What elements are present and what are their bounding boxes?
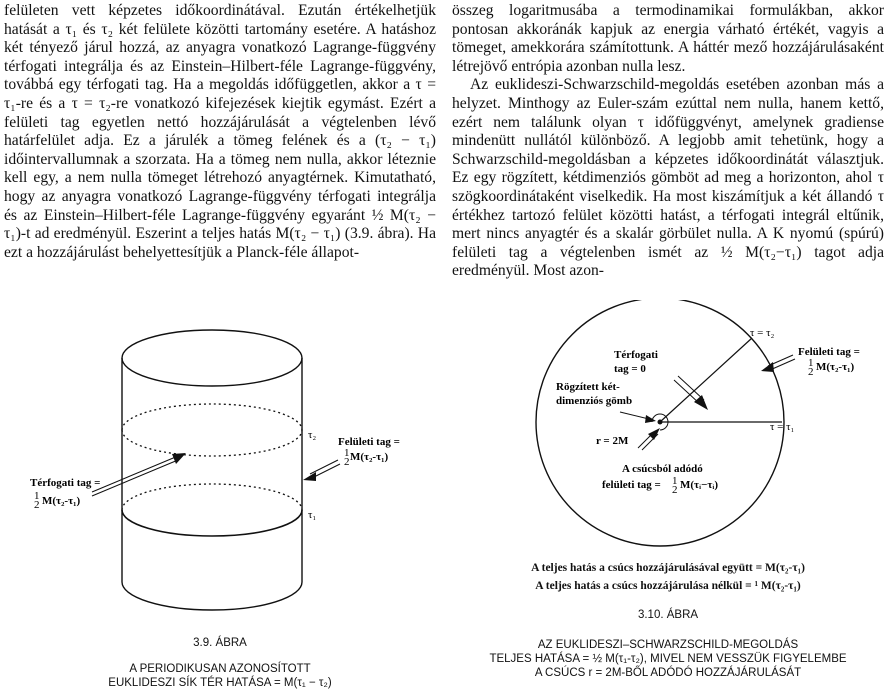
left-paragraph: felületen vett képzetes időkoordinátával. Ezután értékelhetjük hatását a τ₁ és τ₂ két felülete közötti tartomány esetére. A hatáshoz két tényező járul hozzá, az anyagra vonatkozó Lagrange-függvény térfogati integrálja és az Einstein–Hilbert-féle Lagrange-függvény, továbbá egy térfogati tag. Ha a megoldás időfüggetlen, akkor a τ = τ₁-re és a τ = τ₂-re vonatkozó kifejezések kiejtik egymást. Ezért a felületi tag egyetlen nettó hozzájárulását a végtelenben lévő határfelület adja. Ez a járulék a tömeg felének és a (τ₂ − τ₁) időintervallumnak a szorzata. Ha a tömeg nem nulla, akkor léteznie kell egy, a nem nulla tömeget létrehozó anyagtérnek. Kimutatható, hogy az anyagra vonatkozó Lagrange-függvény térfogati integrálja és az Einstein–Hilbert-féle Lagrange-függvény egyaránt ½ M(τ₂ − τ₁)-t ad eredményül. Eszerint a teljes hatás M(τ₂ − τ₁) (3.9. ábra). Ha ezt a hozzájárulást behelyettesítjük a Planck-féle állapot-	[4, 2, 436, 261]
volume-half-num: 1	[34, 490, 40, 502]
cylinder-top-ellipse	[122, 330, 302, 386]
figure-3-9	[0, 320, 440, 700]
right-paragraph-2: Az euklideszi-Schwarzschild-megoldás esetében azonban más a helyzet. Minthogy az Euler-szám ezúttal nem nulla, hanem kettő, ezért nem találunk olyan τ időfüggvényt, amelynek gradiense mindenütt nullától különböző. A legjobb amit tehetünk, hogy a Schwarzschild-megoldásban a képzetes időkoordinátát választjuk. Ez egy rögzített, kétdimenziós gömböt ad meg a horizonton, ahol τ szögkoordinátaként viselkedik. Ha most kiszámítjuk a két állandó τ értékhez tartozó felület közötti hatást, a térfogati integrál eltűnik, mert nincs anyagtér és a skalár görbület nulla. A K nyomú (spúrú) felületi tag a végtelenben ismét az ½ M(τ₂−τ₁) tagot adja eredményül. Most azon-	[452, 76, 884, 280]
cusp-expr: M(τᵢ−τᵢ)	[680, 479, 719, 491]
tau-eq-tau2-label: τ = τ₂	[750, 327, 775, 339]
cylinder-diagram	[0, 320, 440, 640]
fig39-caption-number: 3.9. ÁBRA	[193, 637, 247, 649]
fig310-caption-line3: A CSÚCS r = 2M-BŐL ADÓDÓ HOZZÁJÁRULÁSÁT	[534, 667, 802, 679]
fixed-sphere-line1: Rögzített két-	[556, 381, 620, 393]
fig39-caption-line2: EUKLIDESZI SÍK TÉR HATÁSA = M(τ₁ − τ₂)	[108, 677, 332, 689]
volume-term-line1: Térfogati	[614, 349, 658, 361]
volume-term-line1: Térfogati tag =	[30, 477, 101, 489]
fig310-caption-line1: AZ EUKLIDESZI–SCHWARZSCHILD-MEGOLDÁS	[537, 639, 799, 651]
fig310-caption-number: 3.10. ÁBRA	[637, 609, 699, 621]
surface-arrow-head	[303, 472, 316, 481]
volume-arrow-line	[92, 456, 178, 492]
volume-term-line2: tag = 0	[614, 363, 646, 375]
tau1-surface-front	[122, 510, 302, 536]
fig310-caption-line2: TELJES HATÁSA = ½ M(τ₁-τ₂), MIVEL NEM VESSZÜK FIGYELEMBE	[489, 653, 847, 665]
cusp-half-num: 1	[672, 475, 678, 487]
surface-term-line2: M(τ₂-τ₁)	[816, 361, 855, 373]
surface-half-num: 1	[808, 357, 814, 369]
right-text-column	[452, 2, 884, 281]
tau1-surface-back	[122, 484, 302, 510]
schwarzschild-diagram	[448, 300, 888, 560]
fixed-sphere-line2: dimenziós gömb	[556, 395, 633, 407]
surface-term-line2: M(τ₂-τ₁)	[350, 451, 389, 463]
tau2-radius	[660, 338, 752, 422]
volume-term-line2: M(τ₂-τ₁)	[42, 495, 81, 507]
r-eq-label: r = 2M	[596, 435, 629, 447]
tau2-label: τ₂	[308, 429, 317, 441]
cusp-line2: felületi tag =	[602, 479, 661, 491]
fig39-caption-line1: A PERIODIKUSAN AZONOSÍTOTT	[129, 663, 311, 675]
tau-eq-tau1-label: τ = τ₁	[770, 421, 795, 433]
surface-term-line1: Felületi tag =	[798, 346, 860, 358]
tau2-surface-front	[122, 430, 302, 456]
total-without-cusp: A teljes hatás a csúcs hozzájárulása nélkül = ¹ M(τ₂-τ₁)	[535, 580, 801, 592]
tau1-label: τ₁	[308, 509, 317, 521]
volume-arrow	[678, 376, 704, 400]
cylinder-bottom-arc	[122, 582, 302, 610]
cusp-half-den: 2	[672, 484, 678, 496]
surface-half-den: 2	[344, 456, 350, 468]
figure-3-10	[448, 300, 888, 700]
volume-arrow-head	[172, 453, 186, 464]
right-paragraph-1: összeg logaritmusába a termodinamikai formulákban, akkor pontosan akkoránák kapjuk az energia várható értékét, vagyis a tömeget, amekkorára számítottunk. A háttér mező hozzájárulásaként létrejövő entrópia azonban nulla lesz.	[452, 2, 884, 75]
cusp-line1: A csúcsból adódó	[622, 463, 703, 475]
surface-half-den: 2	[808, 366, 814, 378]
left-text-column	[4, 2, 436, 262]
total-with-cusp: A teljes hatás a csúcs hozzájárulásával együtt = M(τ₂-τ₁)	[531, 562, 805, 574]
surface-half-num: 1	[344, 447, 350, 459]
tau2-surface-back	[122, 404, 302, 430]
volume-half-den: 2	[34, 499, 40, 511]
surface-term-line1: Felületi tag =	[338, 436, 400, 448]
